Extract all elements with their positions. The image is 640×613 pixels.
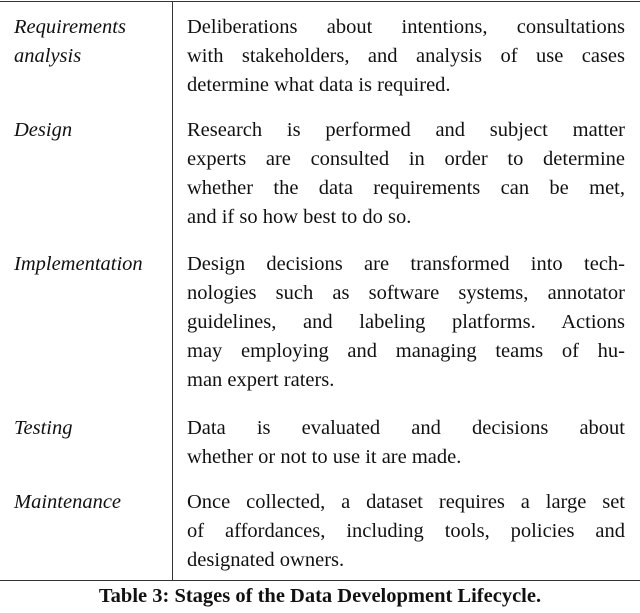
description-line: nologies such as software systems, annotator [187,282,625,304]
table-caption: Table 3: Stages of the Data Development Lifecycle. [98,585,542,607]
description-line: of affordances, including tools, policies and [187,520,625,542]
description-line: with stakeholders, and analysis of use cases [187,45,625,67]
stage-description [187,13,625,100]
stage-description [187,488,625,575]
stage-name [14,414,169,443]
description-line: Design decisions are transformed into tech- [187,253,625,275]
description-line: whether or not to use it are made. [187,446,462,468]
description-line: determine what data is required. [187,74,451,96]
stage-description [187,414,625,472]
stage-name [14,13,169,71]
description-line: may employing and managing teams of hu- [187,340,625,362]
stage-line: analysis [14,45,82,67]
description-line: man expert raters. [187,369,335,391]
stage-line: Design [14,119,73,141]
stage-line: Implementation [14,253,143,275]
description-line: Research is performed and subject matter [187,119,625,141]
description-line: Data is evaluated and decisions about [187,417,625,439]
stage-line: Testing [14,417,73,439]
description-line: Once collected, a dataset requires a large set [187,491,625,513]
stage-line: Maintenance [14,491,122,513]
description-line: whether the data requirements can be met, [187,177,625,199]
column-divider [172,2,173,580]
description-line: designated owners. [187,549,345,571]
description-line: experts are consulted in order to determine [187,148,625,170]
stage-description [187,250,625,395]
stage-line: Requirements [14,16,126,38]
stage-name [14,250,169,279]
lifecycle-table [0,1,640,581]
stage-name [14,116,169,145]
stage-name [14,488,169,517]
description-line: Deliberations about intentions, consultations [187,16,625,38]
description-line: guidelines, and labeling platforms. Actions [187,311,625,333]
description-line: and if so how best to do so. [187,206,412,228]
stage-description [187,116,625,232]
